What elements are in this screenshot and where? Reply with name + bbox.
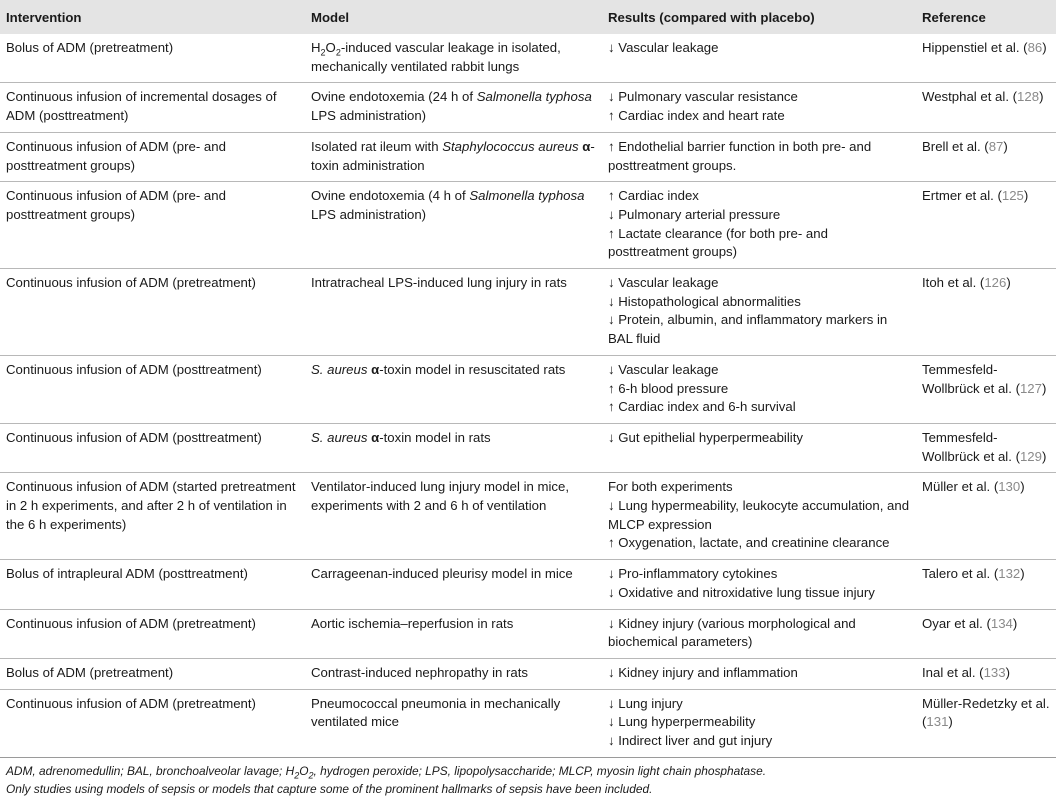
reference-authors: Müller et al. (	[922, 479, 999, 495]
header-results: Results (compared with placebo)	[602, 0, 916, 34]
cell-results	[602, 609, 916, 658]
reference-number-link[interactable]: 131	[926, 714, 949, 730]
reference-close-paren: )	[1020, 479, 1025, 495]
header-reference: Reference	[916, 0, 1056, 34]
cell-model	[305, 609, 602, 658]
text-segment: Isolated rat ileum with	[311, 138, 443, 154]
text-segment: LPS administration)	[311, 108, 427, 124]
reference-close-paren: )	[1012, 615, 1018, 631]
cell-intervention: Continuous infusion of incremental dosages of ADM (posttreatment)	[0, 83, 305, 132]
reference-close-paren: )	[1005, 664, 1010, 680]
reference-authors: Hippenstiel et al. (	[922, 40, 1028, 55]
table-footnote	[0, 758, 1056, 798]
cell-results	[602, 355, 916, 423]
reference-authors: Temmesfeld-Wollbrück et al. (	[922, 429, 1020, 464]
cell-intervention: Continuous infusion of ADM (pretreatment)	[0, 689, 305, 757]
reference-close-paren: )	[1041, 448, 1047, 464]
result-item: ↓ Pro-inflammatory cytokines	[608, 566, 778, 582]
cell-reference	[916, 355, 1056, 423]
cell-results	[602, 83, 916, 132]
result-item: ↑ Endothelial barrier function in both pre- and posttreatment groups.	[608, 138, 872, 173]
cell-reference	[916, 182, 1056, 269]
text-segment: , hydrogen peroxide; LPS, lipopolysaccharide; MLCP, myosin light chain phosphatase.	[313, 763, 767, 778]
cell-intervention: Continuous infusion of ADM (pre- and posttreatment groups)	[0, 132, 305, 181]
text-segment: Staphylococcus aureus	[442, 138, 579, 154]
reference-authors: Ertmer et al. (	[922, 188, 1002, 204]
reference-close-paren: )	[1006, 275, 1011, 291]
text-segment: Salmonella typhosa	[476, 89, 592, 105]
result-item: ↓ Kidney injury and inflammation	[608, 664, 798, 680]
result-item: ↓ Pulmonary vascular resistance	[608, 89, 798, 105]
result-item: ↓ Vascular leakage	[608, 275, 719, 291]
header-row	[0, 0, 1056, 34]
text-segment: Ovine endotoxemia (24 h of	[311, 89, 477, 105]
cell-results	[602, 423, 916, 472]
reference-number-link[interactable]: 129	[1019, 448, 1042, 464]
cell-model	[305, 473, 602, 560]
result-item: ↓ Histopathological abnormalities	[608, 293, 801, 309]
cell-results	[602, 658, 916, 689]
cell-intervention: Bolus of intrapleural ADM (posttreatment)	[0, 560, 305, 609]
reference-number-link[interactable]: 132	[998, 566, 1021, 582]
text-segment: Ovine endotoxemia (4 h of	[311, 188, 470, 204]
reference-number-link[interactable]: 125	[1001, 188, 1024, 204]
cell-reference	[916, 658, 1056, 689]
text-segment: S. aureus	[311, 361, 368, 377]
cell-reference	[916, 423, 1056, 472]
result-item: ↑ Cardiac index and heart rate	[608, 108, 785, 124]
cell-model	[305, 560, 602, 609]
reference-authors: Inal et al. (	[922, 664, 984, 680]
result-item: ↓ Lung hypermeability, leukocyte accumulation, and MLCP expression	[608, 498, 910, 532]
cell-model	[305, 269, 602, 356]
reference-number-link[interactable]: 127	[1019, 380, 1042, 396]
cell-intervention: Continuous infusion of ADM (posttreatment)	[0, 355, 305, 423]
text-segment: Carrageenan-induced pleurisy model in mice	[311, 566, 573, 582]
text-segment: ADM, adrenomedullin; BAL, bronchoalveolar lavage; H	[6, 763, 295, 778]
reference-authors: Westphal et al. (	[922, 89, 1018, 105]
text-segment: 2	[320, 47, 326, 58]
cell-intervention: Continuous infusion of ADM (pretreatment)	[0, 269, 305, 356]
text-segment: -toxin administration	[311, 138, 595, 173]
cell-reference	[916, 560, 1056, 609]
result-item: ↑ Lactate clearance (for both pre- and posttreatment groups)	[608, 225, 828, 260]
text-segment: 2	[308, 770, 314, 781]
table-row	[0, 34, 1056, 83]
table-row	[0, 473, 1056, 560]
text-segment: α	[582, 138, 591, 154]
reference-authors: Talero et al. (	[922, 566, 999, 582]
result-item: ↓ Vascular leakage	[608, 40, 719, 55]
text-segment: 2	[294, 770, 300, 781]
table-row	[0, 83, 1056, 132]
text-segment: S. aureus	[311, 429, 368, 445]
table-row	[0, 658, 1056, 689]
result-item: ↓ Vascular leakage	[608, 361, 719, 377]
cell-intervention: Bolus of ADM (pretreatment)	[0, 34, 305, 83]
table-row	[0, 423, 1056, 472]
result-item: ↓ Lung hyperpermeability	[608, 714, 756, 730]
reference-number-link[interactable]: 130	[998, 479, 1021, 495]
text-segment: Pneumococcal pneumonia in mechanically ventilated mice	[311, 695, 561, 730]
reference-close-paren: )	[1041, 380, 1047, 396]
text-segment: -toxin model in rats	[379, 429, 491, 445]
reference-close-paren: )	[1023, 188, 1029, 204]
text-segment: Aortic ischemia–reperfusion in rats	[311, 615, 514, 631]
cell-results	[602, 34, 916, 83]
table-body	[0, 34, 1056, 757]
cell-model	[305, 132, 602, 181]
cell-intervention: Continuous infusion of ADM (pre- and posttreatment groups)	[0, 182, 305, 269]
cell-model	[305, 355, 602, 423]
table-row	[0, 132, 1056, 181]
cell-results	[602, 269, 916, 356]
cell-reference	[916, 34, 1056, 83]
reference-number-link[interactable]: 134	[990, 615, 1013, 631]
cell-model	[305, 658, 602, 689]
reference-close-paren: )	[1003, 138, 1008, 154]
result-item: ↓ Lung injury	[608, 695, 683, 711]
reference-number-link[interactable]: 128	[1017, 89, 1040, 105]
reference-number-link[interactable]: 126	[984, 275, 1007, 291]
cell-intervention: Continuous infusion of ADM (pretreatment)	[0, 609, 305, 658]
text-segment: α	[371, 361, 380, 377]
text-segment: LPS administration)	[311, 206, 427, 222]
result-item: ↓ Kidney injury (various morphological and biochemical parameters)	[608, 615, 856, 650]
text-segment: 2	[335, 47, 341, 58]
cell-reference	[916, 83, 1056, 132]
text-segment: -induced vascular leakage in isolated, mechanically ventilated rabbit lungs	[311, 40, 561, 74]
cell-results	[602, 473, 916, 560]
reference-number-link[interactable]: 133	[983, 664, 1006, 680]
cell-model	[305, 689, 602, 757]
cell-model	[305, 423, 602, 472]
cell-results	[602, 182, 916, 269]
reference-number-link[interactable]: 87	[988, 138, 1004, 154]
text-segment: Contrast-induced nephropathy in rats	[311, 664, 528, 680]
result-item: ↑ 6-h blood pressure	[608, 380, 729, 396]
cell-reference	[916, 689, 1056, 757]
result-item: ↑ Oxygenation, lactate, and creatinine clearance	[608, 535, 890, 551]
reference-authors: Brell et al. (	[922, 138, 989, 154]
cell-results	[602, 560, 916, 609]
result-item: ↑ Cardiac index	[608, 188, 699, 204]
table-row	[0, 355, 1056, 423]
cell-reference	[916, 269, 1056, 356]
text-segment: -toxin model in resuscitated rats	[379, 361, 566, 377]
result-item: ↑ Cardiac index and 6-h survival	[608, 399, 796, 415]
reference-authors: Oyar et al. (	[922, 615, 991, 631]
text-segment: O	[325, 40, 336, 55]
cell-model	[305, 34, 602, 83]
text-segment: Salmonella typhosa	[469, 188, 585, 204]
cell-results	[602, 689, 916, 757]
cell-reference	[916, 609, 1056, 658]
result-item: ↓ Gut epithelial hyperpermeability	[608, 429, 803, 445]
text-segment: H	[311, 40, 321, 55]
cell-intervention: Continuous infusion of ADM (posttreatment)	[0, 423, 305, 472]
reference-close-paren: )	[1039, 89, 1044, 105]
cell-model	[305, 182, 602, 269]
reference-number-link[interactable]: 86	[1027, 40, 1043, 55]
header-model: Model	[305, 0, 602, 34]
cell-reference	[916, 132, 1056, 181]
table-row	[0, 609, 1056, 658]
cell-reference	[916, 473, 1056, 560]
result-item: ↓ Protein, albumin, and inflammatory markers in BAL fluid	[608, 312, 888, 347]
header-intervention: Intervention	[0, 0, 305, 34]
table-row	[0, 689, 1056, 757]
result-item: For both experiments	[608, 479, 733, 495]
result-item: ↓ Pulmonary arterial pressure	[608, 206, 781, 222]
table-row	[0, 560, 1056, 609]
table-row	[0, 182, 1056, 269]
footnote-abbreviations	[6, 762, 1050, 780]
cell-intervention: Continuous infusion of ADM (started pretreatment in 2 h experiments, and after 2 h of ventilation in the 6 h experiments)	[0, 473, 305, 560]
text-segment: α	[371, 429, 380, 445]
table-row	[0, 269, 1056, 356]
cell-results	[602, 132, 916, 181]
reference-authors: Temmesfeld-Wollbrück et al. (	[922, 361, 1020, 396]
reference-close-paren: )	[948, 714, 953, 730]
reference-authors: Itoh et al. (	[922, 275, 985, 291]
cell-intervention: Bolus of ADM (pretreatment)	[0, 658, 305, 689]
text-segment: O	[299, 763, 309, 778]
table-header	[0, 0, 1056, 34]
result-item: ↓ Oxidative and nitroxidative lung tissue injury	[608, 584, 875, 600]
result-item: ↓ Indirect liver and gut injury	[608, 733, 773, 749]
text-segment: Intratracheal LPS-induced lung injury in rats	[311, 275, 567, 291]
cell-model	[305, 83, 602, 132]
footnote-inclusion-note: Only studies using models of sepsis or models that capture some of the prominent hallmarks of sepsis have been included.	[6, 781, 653, 796]
reference-authors: Müller-Redetzky et al. (	[922, 695, 1050, 730]
reference-close-paren: )	[1020, 566, 1025, 582]
reference-close-paren: )	[1042, 40, 1047, 55]
text-segment: Ventilator-induced lung injury model in mice, experiments with 2 and 6 h of ventilation	[311, 479, 570, 514]
